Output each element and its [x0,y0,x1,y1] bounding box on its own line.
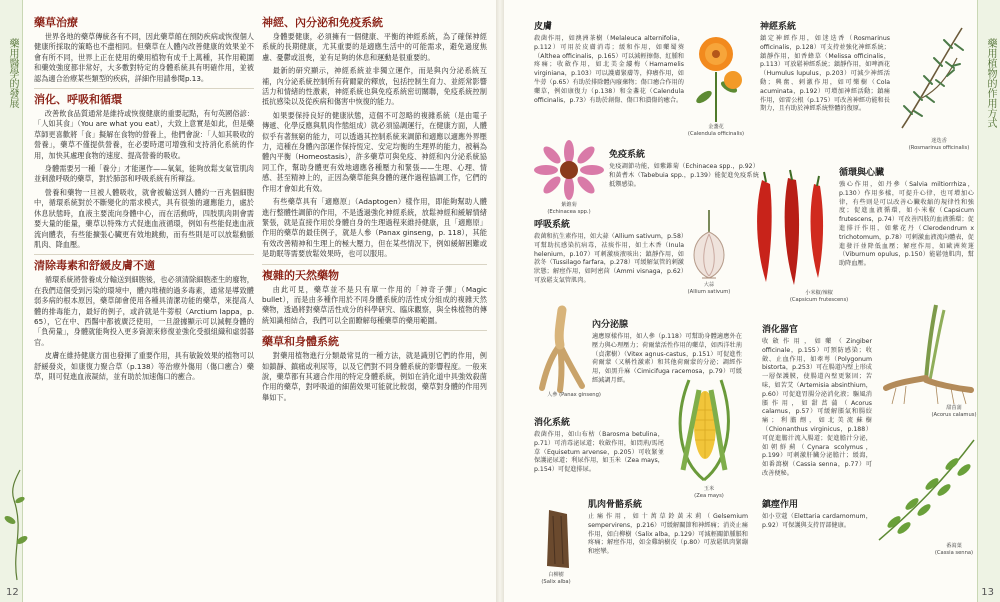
section-title-herbal-treatment: 藥草治療 [34,16,78,29]
entry-title: 皮膚 [534,22,553,32]
right-tab-label: 藥用植物的作用方式 [985,38,996,128]
section-title-complex-medicine: 複雜的天然藥物 [262,268,339,282]
paragraph: 對藥用植物進行分類最常見的一種方法，就是識別它們的作用，例如鎮靜、鎮痛或利尿等，以及它們對不同身體系統的影響程度。一般來說，藥草都有其適合作用的特定身體系統，例如在消化道中具強效殺菌作用的藥草，對呼吸道的細菌效果可能就比較弱，藥草對身體的作用列舉如下。 [262,351,487,402]
paragraph: 由此可見，藥草並不是只有單一作用的「神奇子彈」（Magic bullet），而是由多種作用於不同身體系統的活性成分組成的複雜天然藥物，透過將對藥草活性成分的科學研究、臨床觀察，與全株植物的傳統知識相結合，我們可以全面瞭解每種藥草的藥用範圍。 [262,284,487,325]
paragraph: 身體要健康，必須擁有一個健康、平衡的神經系統，為了確保神經系統的長期健康，尤其重要的是適應生活中的可能需求，避免過度焦慮、憂鬱或沮喪，並有足夠的休息和運動是很重要的。 [262,32,487,62]
entry-title: 消化系統 [534,418,571,428]
paragraph: 改善飲食品質通常是維持或恢復健康的重要起點，有句英國俗諺：「人如其食」（You are what you eat），大致上意實是如此，但是藥草師更喜歡將「食」擬解在食物的營養上，他們會說：「人如其吸收的營養」，藥草不僅提供營養，在必要時還可增強和支持消化系統的作用，加快其處理食物的速度、提高營養的吸收。 [34,109,254,160]
entry-immune [609,150,759,189]
entry-musculoskeletal [588,500,748,557]
entry-body: 鎮定神經作用，如迷迭香（Rosmarinus officinalis，p.128）可支持並強化神經系統；鎮靜作用，如香蜂草（Melissa officinalis，p.113）可放鬆神經系統；鎮靜作用，如啤酒花（Humulus lupulus，p.203）可減少神經活動；興奮、刺激作用，如可樂樹（Cola acuminata，p.192）可增加神經活動；鎮痛作用，如雷公根（p.175）可改善神經功能和長期力，且有助於神經系統整體的復原。 [760,35,890,113]
entry-body: 收斂作用，如藥（Zingiber officinale，p.155）可預防感染；收斂、止血作用，如牽萼（Polygonum bistorta，p.253）可在腸道內壁上形成一層保護膜，使腸道內壁更緊固；苦味，如苦艾（Artemisia absinthium，p.60）可促進胃腸分泌消化液；驅風消脹作用，如甜菖蒲（Acorus calamus，p.57）可緩解脹氣和腸絞痛；利膽劑，如北美流蘇樹（Chionanthus virginicus，p.188）可促進膽汁流入腸道；促進膽汁分泌，如朝鮮薊（Cynara scolymus，p.199）可刺激肝臟分泌膽汁；緩瀉，如番瀉樹（Cassia senna，p.77）可改善便秘。 [762,338,872,477]
entry-body: 殺菌作用，如澳洲茶樹（Melaleuca alternifolia，p.112）可用於皮膚消毒；緩和作用，如藥蜀葵（Althea officinalis，p.165）可以減輕擦傷、紅腫和疼痛；收斂作用，如北美金縷梅（Hamamelis virginiana，p.103）可以護膚緊膚等，抑癢作用，如牛蒡（p.65）有助於排除體內廢棄物；傷口癒合作用的藥草，例如康復力（p.138）和金盞花（Calendula officinalis，p.73）有助於創傷、傷口和潰傷的癒合。 [534,35,684,104]
paragraph: 循環系統將營養成分輸送到細胞後，也必須清除細胞產生的廢物，在我們這個受到污染的環境中，體內堆積的過多毒素，通常是導致體弱多病的根本原因，藥草師會使用各種具清潔功能的藥草，來提高人體的排毒能力，最好的例子，或許就是牛蒡根（Arctium lappa，p. 65），它在中、西醫中都被廣泛使用，一旦證據顯示可以減輕身體的「負荷量」，身體就能夠投入更多資源來修復並強化受損組織和虛弱器官。 [34,275,254,347]
entry-body: 止痛作用，如十萬草鈴黃末莉（Gelsemium sempervirens，p.216）可緩解關節和神經痛；消炎止痛作用，如白柳樹（Salix alba，p.129）可減輕關節腫脹和疼痛；解痙作用，如金雞納樹皮（p.80）可放鬆肌肉緊繃和痙攣。 [588,513,748,556]
entry-respiratory [534,220,684,286]
divider [262,330,487,331]
right-side-tab [977,0,1000,602]
book-gutter [496,0,504,602]
entry-title: 呼吸系統 [534,220,571,230]
entry-body: 殺菌作用，如山布枯（Barosma betulina，p.71）可消毒泌尿道；收斂作用，如問荊/馬尾草（Equisetum arvense，p.205）可收緊並保護泌尿道；利尿作用，如玉米（Zea mays，p.154）可促進排尿。 [534,431,664,474]
entry-body: 免疫調節功能，如紫錐菊（Echinacea spp.，p.92）和黃耆木（Tabebuia spp.，p.139）能促進免疫系統抵禦感染。 [609,163,759,188]
entry-skin [534,22,684,105]
paragraph: 世界各地的藥草傳統各有不同，因此藥草館在預防疾病或恢復個人健康所採取的策略也不盡相同。但藥草在人體內改善健康的效果並不會有所不同，世界上正在使用的藥用植物有成千上萬種，其作用範圍和藥效強度都非常好，大多數對特定的身體系統具有明確作用，並被認為適合治療某些類型的疾病，詳細作用請參閱p.13。 [34,32,254,83]
entry-title: 循環與心臟 [839,168,885,178]
caption-rosemary: 迷迭香 (Rosmarinus officinalis) [908,138,970,151]
paragraph: 身體需要另一種「養分」才能運作——氧氣，能夠放鬆支氣管肌肉並刺激呼吸的藥草，對於肺部和呼吸系統有所禪益。 [34,164,254,184]
caption-calamus: 甜菖蒲 (Acorus calamus) [931,405,977,418]
entry-title: 神經系統 [760,22,797,32]
senna-branch-icon [874,430,979,545]
caption-senna: 番瀉葉 (Cassia senna) [934,543,974,556]
caption-chili: 小米椒/辣椒 (Capsicum frutescens) [789,290,849,303]
entry-body: 強心作用，如丹參（Salvia miltiorrhiza，p.130）作用多樣，可提升心律，也可增加心律，有些則是可以改善心臟收縮的規律性和強度；促進血液循環，如小米椒（Capsicum frutescens，p.74）可改善四肢的血液循環；促進排汗作用，如紫花丹（Clerodendrum x trichotomum，p.78）可刺激血液流向體表，促進發汗並降低血壓；解痙作用，如歐洲莢蒾（Viburnum opulus，p.150）能鬆弛肌肉，幫助降血壓。 [839,181,974,268]
entry-body: 如小荳蔻（Elettaria cardamomum，p.92）可保護與支持胃部健康。 [762,513,872,529]
ginseng-root-icon [532,310,592,390]
left-tab-label: 藥用醫學的發展 [7,38,18,108]
caption-ginseng: 人參 (Panax ginseng) [547,392,601,398]
divider [34,88,254,89]
section-title-detox: 清除毒素和舒緩皮膚不適 [34,259,155,273]
left-page-number: 12 [6,587,19,598]
entry-digestive [762,325,872,479]
entry-body: 殺菌和抗生素作用，如大蒜（Allium sativum，p.58）可幫助抗感染抗病毒，祛痰作用，如土木香（Inula helenium，p.107）可刺激痰液咳出；鎮靜作用，如款冬（Tussilago farfara，p.278）可緩解氣管的刺激狀態；解痙作用，如阿密茴（Ammi visnaga，p.62）可放鬆支氣管肌肉。 [534,233,684,284]
paragraph: 營養和藥物一旦被人體吸收，就會被輸送到人體約一百兆個細胞中，循環系統對於不斷變化的需求模式，具有很強的適應能力，處於休息狀態時，血液主要流向身體中心，而在活動時，四肢肌肉則會需要大量的能量，藥草以特殊方式促進血液循環，例如有些能促進血液流向體表，有些能擴張心臟更有效地跳動，而有些則是可以放鬆動脈肌肉、降血壓。 [34,187,254,249]
entry-body: 適應原樣作用，如人參（p.118）可幫助身體適應外在壓力與心理壓力；荷爾蒙活性作用的藥草，如西洋牡荊（貞潔樹）（Vitex agnus-castus，p.151）可促進性荷爾蒙（又稱性激素）和其他荷爾蒙的分泌；調經作用，如黑升麻（Cimicifuga racemosa，p.79）可緩經減調月經。 [592,333,742,384]
caption-garlic: 大蒜 (Allium sativum) [687,282,731,295]
paragraph: 有些藥草具有「適應原」（Adaptogen）樣作用，即能夠幫助人體進行整體性調節的作用，不是透過強化神經系統，放鬆神經和緩解情緒緊張，就是直接作用於身體自身的生理過程來維持健康，且「適應原」作用的藥草的最佳例子，就是人參（Panax ginseng，p. 118），其能有效改善精神和生理上的極大壓力，但在某些情況下，例如緩解困難或是助眠等需要放鬆效果時，也可以服用。 [262,197,487,259]
left-column-1 [34,12,254,597]
calamus-root-icon [876,300,976,410]
entry-title: 鎮痙作用 [762,500,799,510]
vine-decoration-icon [2,470,32,580]
left-column-2 [262,12,487,597]
paragraph: 皮膚在維持健康方面也發揮了重要作用，具有敏銳效果的植物可以舒緩發炎，如康復力聚合草（p.138）等治療外傷用（傷口癒合）藥草，則可促進血液凝結，並有助於加速傷口的癒合。 [34,351,254,381]
divider [262,264,487,265]
entry-title: 免疫系統 [609,150,646,160]
entry-antispasmodic [762,500,872,531]
chili-pepper-icon [744,170,839,290]
section-title-digestion: 消化、呼吸和循環 [34,93,122,107]
section-title-nervous-system: 神經、內分泌和免疫系統 [262,16,383,29]
right-page-number: 13 [981,587,994,598]
right-page [504,0,1000,602]
entry-circulation [839,168,974,269]
paragraph: 如果要保持良好的健康狀態，這個不可忽略的複雜系統（是由電子傳遞、化學反應與肌肉作態組成）就必須協調運行，在健康方面，人體似乎有著無窮的能力，可以透過其控制系統來調節和適應以適應外界壓力，這種在身體內部運作保持恆定、安定均衡的生理界的能力，被稱為體內平衡（Homeostasis），許多藥草可與免疫、神經和內分泌系統協同工作，幫助身體更有效地適應各種壓力和緊張——生理、心理、情感、甚至精神上的，正因為藥草能與身體的運作過程協調工作，它們的作用才會如此有效。 [262,110,487,193]
rosemary-sprig-icon [892,18,977,133]
entry-title: 肌肉骨骼系統 [588,500,643,510]
caption-marigold: 金盞花 (Calendula officinalis) [687,124,745,137]
caption-willow: 白柳樹 (Salix alba) [541,572,571,585]
marigold-flower-icon [689,32,744,122]
entry-title: 消化器官 [762,325,799,335]
section-title-body-systems: 藥草和身體系統 [262,335,339,349]
divider [34,254,254,255]
corn-cob-icon [669,370,739,485]
paragraph: 最新的研究顯示，神經系統並非獨立運作，而是與內分泌系統互補，內分泌系統控制所有荷爾蒙的釋放，包括控制生育力、並經常影響活力和情緒的性激素，神經系統也與免疫系統密切關聯，免疫系統控制抵抗感染以及從疾病和傷害中恢復的能力。 [262,66,487,107]
caption-echinacea: 紫錐菊 (Echinacea spp.) [547,202,591,215]
entry-nervous [760,22,890,114]
echinacea-flower-icon [534,140,604,200]
garlic-bulb-icon [684,210,734,280]
entry-title: 內分泌腺 [592,320,629,330]
willow-bark-icon [539,510,579,570]
left-page [0,0,496,602]
entry-urinary [534,418,664,475]
caption-corn: 玉米 (Zea mays) [694,486,724,499]
